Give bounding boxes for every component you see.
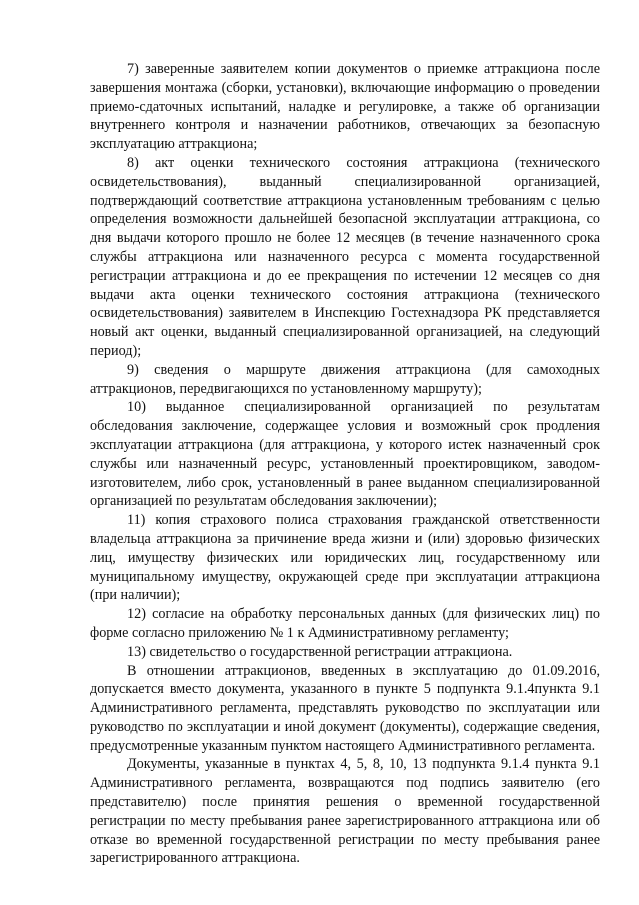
paragraph-item-7: 7) заверенные заявителем копии документов о приемке аттракциона после завершения монтажа (сборки, установки), включающие информацию о проведении приемо-сдаточных испытаний, наладке и регулировке, а также об организации внутреннего контроля и назначении работников, отвечающих за безопасную эксплуатацию аттракциона; [90,61,600,153]
paragraph-item-11: 11) копия страхового полиса страхования гражданской ответственности владельца аттракциона за причинение вреда жизни и (или) здоровью физических лиц, имуществу физических или юридических лиц, государственному или муниципальному имуществу, окружающей среде при эксплуатации аттракциона (при наличии); [90,512,600,604]
paragraph-item-8: 8) акт оценки технического состояния аттракциона (технического освидетельствования), выданный специализированной организацией, подтверждающий соответствие аттракциона установленным требованиям с целью определения возможности дальнейшей безопасной эксплуатации аттракциона, со дня выдачи которого прошло не более 12 месяцев (в течение назначенного срока службы аттракциона или назначенного ресурса с момента государственной регистрации аттракциона и до ее прекращения по истечении 12 месяцев со дня выдачи акта оценки технического состояния аттракциона (технического освидетельствования) заявителем в Инспекцию Гостехнадзора РК представляется новый акт оценки, выданный специализированной организацией, на следующий период); [90,154,600,359]
paragraph-legacy-attractions: В отношении аттракционов, введенных в эксплуатацию до 01.09.2016, допускается вместо документа, указанного в пункте 5 подпункта 9.1.4пункта 9.1 Административного регламента, представлять руководство по эксплуатации или руководство по эксплуатации и иной документ (документы), содержащие сведения, предусмотренные указанным пунктом настоящего Административного регламента. [90,662,600,754]
page-bottom-margin [0,895,639,905]
paragraph-item-10: 10) выданное специализированной организацией по результатам обследования заключение, содержащее условия и возможный срок продления эксплуатации аттракциона (для аттракциона, у которого истек назначенный срок службы или назначенный ресурс, установленный проектировщиком, заводом-изготовителем, либо срок, установленный в ранее выданном специализированной организацией по результатам обследования заключении); [90,399,600,510]
document-body [90,60,600,868]
paragraph-item-12: 12) согласие на обработку персональных данных (для физических лиц) по форме согласно приложению № 1 к Административному регламенту; [90,606,600,641]
paragraph-item-13: 13) свидетельство о государственной регистрации аттракциона. [127,643,513,660]
paragraph-item-9: 9) сведения о маршруте движения аттракциона (для самоходных аттракционов, передвигающихся по установленному маршруту); [90,361,600,397]
paragraph-documents-returned: Документы, указанные в пунктах 4, 5, 8, 10, 13 подпункта 9.1.4 пункта 9.1 Административного регламента, возвращаются под подпись заявителю (его представителю) после принятия решения о временной государственной регистрации по месту пребывания ранее зарегистрированного аттракциона или об отказе во временной государственной регистрации по месту пребывания ранее зарегистрированного аттракциона. [90,756,600,867]
